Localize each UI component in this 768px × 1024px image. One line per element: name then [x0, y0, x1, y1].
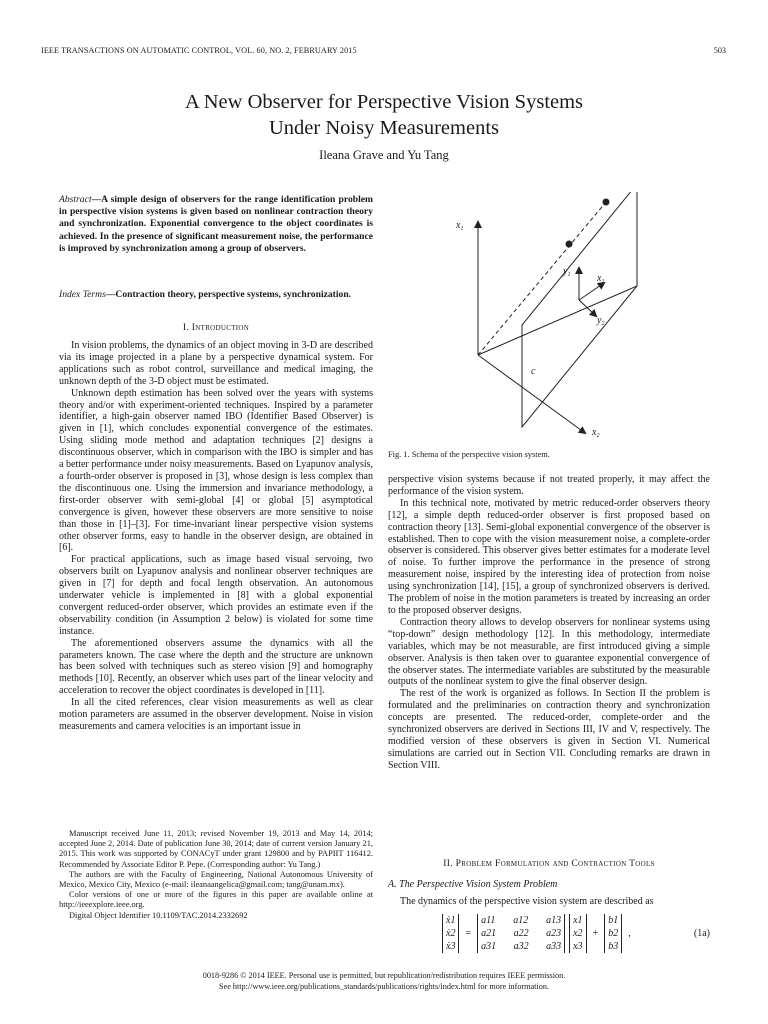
section-title: Introduction: [191, 322, 250, 333]
page-number: 503: [713, 46, 726, 55]
matrix-b: b1 b2 b3: [604, 914, 622, 953]
paragraph: Contraction theory allows to develop observers for nonlinear systems using “top-down” design methodology [12]. In this methodology, intermediate variables, which may be not measurable, are first introduced giving a simple observer. Analysis is then taken over to guarantee exponential convergence of the observer states. The intermediate variables are substituted by the measurable outputs of the nonlinear system to give the final observer design.: [388, 616, 710, 688]
matrix-a: a11 a12 a13 a21 a22 a23 a31 a32 a33: [477, 914, 565, 953]
index-terms: [59, 289, 373, 301]
label-x1-sub: 1: [460, 226, 464, 232]
label-y2-sub: 2: [601, 321, 605, 327]
paragraph: For practical applications, such as image based visual servoing, two observers built on Lyapunov analysis and nonlinear observer techniques are given in [7] for depth and focal length observation. An autonomous underwater vehicle is implemented in [8] with a global exponential convergent reduced-order observer, which provides an estimate even if the observability condition (in Assumption 2 below) is violated for some time instance.: [59, 554, 373, 637]
axis-x1-plane: [579, 283, 604, 300]
authors: Ileana Grave and Yu Tang: [319, 148, 449, 162]
right-column-body: [388, 474, 710, 772]
subsection-title: A. The Perspective Vision System Problem: [388, 879, 558, 890]
footnote: Digital Object Identifier 10.1109/TAC.2014.2332692: [69, 910, 248, 920]
abstract-label: Abstract: [59, 194, 92, 205]
paragraph: The aforementioned observers assume the dynamics with all the parameters known. The case where the depth and the structure are unknown has been solved with techniques such as stereo vision [9] and homography methods [10]. Recently, an observer which uses part of the linear velocity and acceleration to recover the object coordinates is developed in [11].: [59, 637, 373, 697]
plus-sign: +: [592, 928, 599, 939]
left-column-body: [59, 340, 373, 733]
label-x1-plane: x: [597, 273, 602, 284]
copyright-line-1: 0018-9286 © 2014 IEEE. Personal use is permitted, but republication/redistribution requires IEEE permission.: [202, 971, 566, 980]
image-point: [566, 241, 573, 248]
svg-text:x1: [455, 220, 463, 232]
figure-perspective-schema: [440, 192, 670, 442]
section-heading-introduction: [59, 322, 373, 333]
axis-x3: [478, 286, 637, 355]
label-x2: x: [592, 427, 597, 438]
paragraph: Unknown depth estimation has been solved over the years with systems theory and/or with experiment-oriented techniques. Inspired by a parameter identifier, a high-gain observer named IBO (Identifier Based Observer) is given in [1], which concludes exponential convergence of the estimates. Using sliding mode method and adaptation techniques [2] designs a discontinuous observer, which in comparison with the IBO is simpler and has a better performance under noisy measurements. Based on Lyapunov analysis, a fourth-order observer is proposed in [3], whose design is less complex than the discontinuous one. Using the immersion and invariance methodology, a first-order observer with semi-global [4] or global [5] asymptotical convergence is given, however these observers are more sensitive to noise than those in [1]–[3]. For time-invariant linear perspective vision systems other observer forms, easy to handle in the observer design, are obtained in [6].: [59, 387, 373, 554]
label-y1: y: [563, 266, 568, 277]
label-y2: y: [597, 315, 602, 326]
abstract: [59, 194, 373, 255]
footnote: Manuscript received June 11, 2013; revised November 19, 2013 and May 14, 2014; accepted June 2, 2014. Date of publication June 30, 2014; date of current version January 21, 2015. This work was supported by CONACyT under grant 129800 and by PAPIIT 116412. Recommended by Associate Editor P. Pepe. (Corresponding author: Yu Tang.): [59, 829, 373, 869]
paragraph: perspective vision systems because if not treated properly, it may affect the performance of the vision system.: [388, 474, 710, 497]
label-y1-sub: 1: [567, 272, 571, 278]
paragraph: The rest of the work is organized as follows. In Section II the problem is formulated and the preliminaries on contraction theory and synchronization concepts are presented. The reduced-order, complete-order and the synchronized observers are derived in Sections III, IV and V, respectively. The modified version of these observers is given in Section VI. Numerical simulations are carried out in Section VII. Concluding remarks are drawn in Section VIII.: [388, 688, 710, 771]
label-x1: x: [456, 220, 461, 231]
footnotes: [59, 829, 373, 921]
paper-title: [0, 89, 768, 141]
svg-text:x2: [591, 427, 599, 439]
label-x2-sub: 2: [596, 433, 600, 439]
abstract-text: —A simple design of observers for the range identification problem in perspective vision systems is given based on nonlinear contraction theory and synchronization. Exponential convergence to the object coordinates is achieved. In the presence of significant measurement noise, the performance is improved by synchronization among a group of observers.: [59, 194, 373, 254]
title-line-2: Under Noisy Measurements: [268, 117, 499, 139]
equation-1a: [440, 914, 710, 964]
equals-sign: =: [465, 928, 472, 939]
equation-comma: ,: [628, 928, 631, 939]
axis-y2: [579, 300, 596, 316]
section-number: II.: [443, 858, 456, 869]
matrix-x: x1 x2 x3: [569, 914, 586, 953]
image-plane: [522, 192, 637, 427]
footnote: Color versions of one or more of the figures in this paper are available online at http://ieeexplore.ieee.org.: [59, 890, 373, 910]
svg-text:x1: [596, 273, 604, 285]
svg-text:y2: [596, 315, 604, 327]
section-number: I.: [182, 322, 192, 333]
section-heading-problem-formulation: [388, 858, 710, 869]
equation-number: (1a): [693, 928, 710, 939]
paragraph: In vision problems, the dynamics of an object moving in 3-D are described via its image projected in a plane by a perspective dynamical system. For applications such as robot control, surveillance and medical imaging, the unknown depth of the 3-D object must be estimated.: [59, 340, 373, 387]
matrix-xdot: ẋ1 ẋ2 ẋ3: [442, 914, 459, 953]
paragraph: In this technical note, motivated by metric reduced-order observers theory [12], a simple depth reduced-order observer is first proposed based on contraction theory [13]. Semi-global exponential convergence of the observer is established. Then to cope with the vision measurement noise, a complete-order observer is considered. This observer gives better estimates for a moderate level of noise. To further improve the performance in the presence of strong measurement noise, inspired by the interesting idea of protection from noise using synchronization [14], [15], a group of synchronized observers is derived. The problem of noise in the motion parameters is treated by increasing an order to the proposed observer designs.: [388, 497, 710, 616]
running-header: IEEE TRANSACTIONS ON AUTOMATIC CONTROL, VOL. 60, NO. 2, FEBRUARY 2015: [41, 46, 357, 55]
figure-caption: Fig. 1. Schema of the perspective vision system.: [388, 450, 550, 459]
footnote: The authors are with the Faculty of Engineering, National Autonomous University of Mexico, Mexico City, Mexico (e-mail: ileanaangelica@gmail.com; tang@unam.mx).: [59, 869, 373, 890]
title-line-1: A New Observer for Perspective Vision Systems: [184, 91, 584, 113]
copyright-notice: [0, 970, 768, 992]
label-c: c: [531, 366, 536, 377]
index-terms-text: —Contraction theory, perspective systems, synchronization.: [105, 289, 352, 300]
paragraph: In all the cited references, clear vision measurements as well as clear motion parameters are assumed in the observer development. Noise in vision measurements and camera velocities is an important issue in: [59, 697, 373, 732]
subsection-intro: The dynamics of the perspective vision system are described as: [400, 896, 654, 907]
copyright-line-2: See http://www.ieee.org/publications_standards/publications/rights/index.html for more information.: [219, 982, 549, 991]
section-title: Problem Formulation and Contraction Tools: [455, 858, 655, 869]
object-point: [603, 199, 610, 206]
label-x1-plane-sub: 1: [601, 279, 605, 285]
index-terms-label: Index Terms: [59, 289, 106, 300]
projection-ray: [478, 202, 606, 355]
